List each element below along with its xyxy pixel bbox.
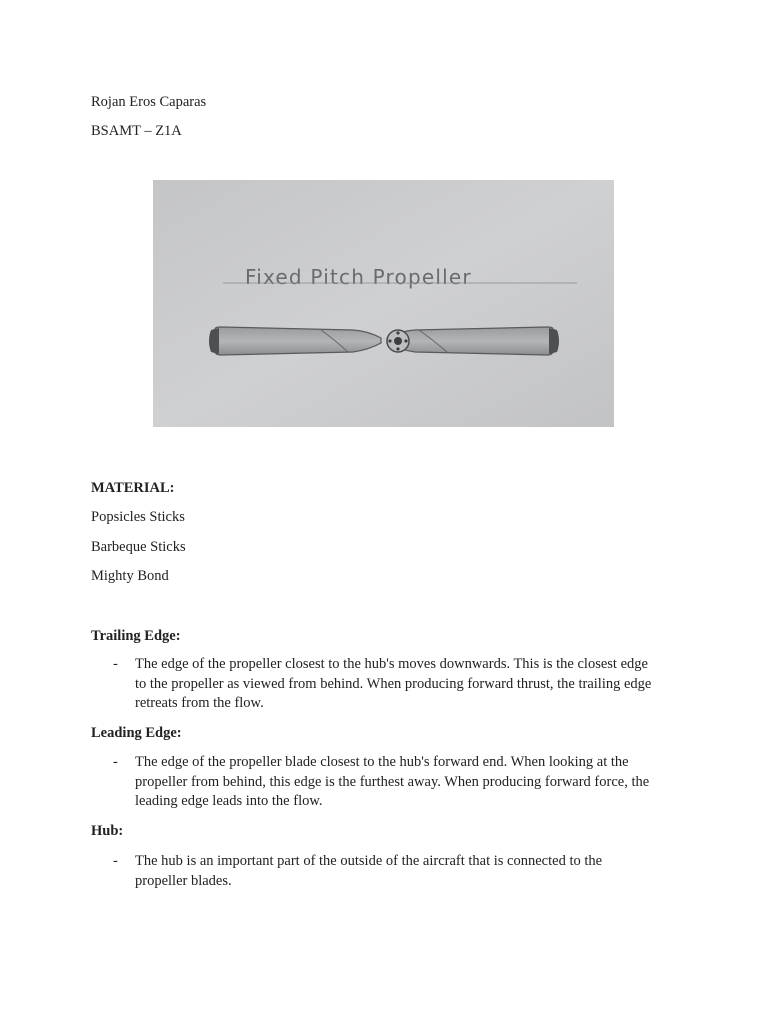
term-leading-edge: Leading Edge: xyxy=(91,725,182,741)
right-tip xyxy=(549,328,559,354)
definition-line: propeller blades. xyxy=(135,873,232,889)
definition-line: The hub is an important part of the outside of the aircraft that is connected to the xyxy=(135,853,603,869)
definition-line: to the propeller as viewed from behind. When producing forward thrust, the trailing edge xyxy=(135,676,652,692)
bullet-dash: - xyxy=(113,754,118,770)
material-item: Mighty Bond xyxy=(91,568,169,584)
definition-line: leading edge leads into the flow. xyxy=(135,793,323,809)
course-section: BSAMT – Z1A xyxy=(91,123,182,139)
left-blade xyxy=(215,327,381,355)
propeller-drawing xyxy=(153,180,614,427)
term-trailing-edge: Trailing Edge: xyxy=(91,628,181,644)
left-tip xyxy=(209,328,219,354)
definition-line: propeller from behind, this edge is the furthest away. When producing forward force, the xyxy=(135,774,650,790)
right-blade xyxy=(387,327,553,355)
material-item: Popsicles Sticks xyxy=(91,509,185,525)
definition-line: The edge of the propeller closest to the hub's moves downwards. This is the closest edge xyxy=(135,656,648,672)
hub-center xyxy=(394,337,402,345)
bullet-dash: - xyxy=(113,656,118,672)
definition-line: retreats from the flow. xyxy=(135,695,264,711)
propeller-photo xyxy=(153,180,614,427)
term-hub: Hub: xyxy=(91,823,124,839)
bullet-dash: - xyxy=(113,853,118,869)
definition-line: The edge of the propeller blade closest to the hub's forward end. When looking at the xyxy=(135,754,629,770)
material-item: Barbeque Sticks xyxy=(91,539,186,555)
materials-heading: MATERIAL: xyxy=(91,480,175,496)
author-name: Rojan Eros Caparas xyxy=(91,94,207,110)
handwritten-title: Fixed Pitch Propeller xyxy=(245,265,472,289)
